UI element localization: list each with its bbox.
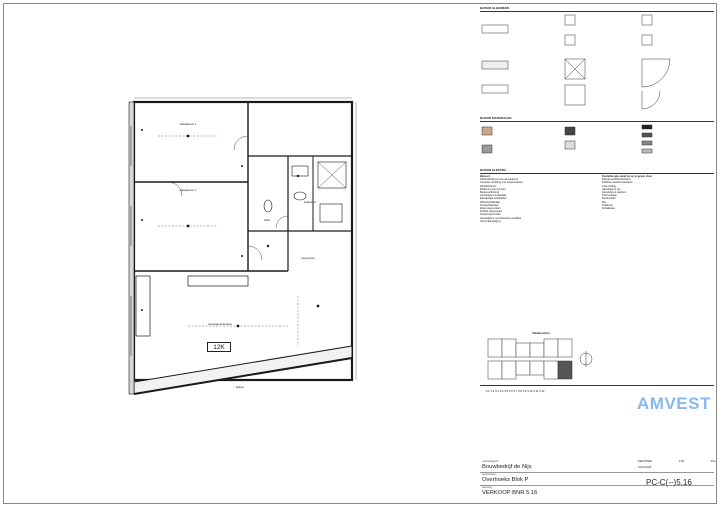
- keyplan-unit: 5.11: [533, 390, 539, 394]
- electrical-item: Wandlichtpunt: [480, 184, 497, 188]
- electrical-item: Bel: [602, 200, 606, 204]
- drawing-code: PC-C(--)5.16: [646, 478, 692, 487]
- room-label-balcony: balkon: [235, 385, 245, 389]
- room-label-bedroom-1: slaapkamer 1: [179, 122, 197, 126]
- drawing-name: VERKOOP BNR 5.16: [482, 490, 538, 496]
- client-name: Bouwbedrijf de Nijs: [482, 464, 532, 470]
- electrical-item: Plafondlichtpunt met aansluitpunt: [480, 178, 519, 182]
- keyplan-unit: 5.5: [504, 390, 509, 394]
- keyplan-unit: 5.2: [490, 390, 495, 394]
- electrical-item: Thermostaat: [602, 194, 617, 198]
- meta-grid: [638, 460, 716, 469]
- date-value: 04-04-2025: [638, 466, 652, 470]
- electrical-item: Aansluitpunt cai: [602, 187, 621, 191]
- electrical-item: Dubbel stopcontact: [480, 210, 503, 214]
- electrical-item: Bediening aan bij deur: [480, 187, 506, 191]
- keyplan-unit: 5.7: [513, 390, 518, 394]
- status-value: DEFINITIEF: [638, 460, 653, 463]
- electrical-item: Loze leiding: [602, 184, 616, 188]
- room-label-bedroom-2: slaapkamer 2: [179, 188, 197, 192]
- electrical-item: Wisselschakelaar: [480, 200, 501, 204]
- electrical-item: Aansluitpunt mechanische ventilatie: [480, 216, 522, 220]
- keyplan-unit: 5.10: [527, 390, 533, 394]
- legend-general-heading: BIJSOR ALGEMEEN: [480, 6, 714, 12]
- room-label-toilet: toilet: [264, 218, 270, 222]
- legend-materials-heading: BIJSOR MATERIALEN: [480, 116, 714, 122]
- electrical-item: Enkel stopcontact: [480, 207, 501, 211]
- room-label-bathroom: badkamer: [303, 200, 317, 204]
- room-label-living: woonkamer/keuken: [207, 322, 233, 326]
- brand-logo: AMVEST: [637, 394, 711, 413]
- keyplan-unit: 5.1: [486, 390, 490, 394]
- keyplan-title: Situatieschets: [532, 332, 550, 335]
- scale-value: 1:50: [678, 460, 684, 463]
- legend-electrical-heading: BIJSOR ELEKTRA: [480, 168, 714, 174]
- keyplan-unit: 5.3: [495, 390, 499, 394]
- electrical-item: Schakelaar: [602, 207, 615, 211]
- electrical-item: Rookmelder: [602, 197, 616, 201]
- electrical-item: Dubbele wandcontactdoos: [602, 181, 633, 185]
- keyplan-unit: 5.4: [499, 390, 504, 394]
- keyplan-diagram: [486, 335, 596, 385]
- electrical-item: Serieschakelaar: [480, 203, 499, 207]
- project-label: projectnaam: [482, 473, 497, 476]
- area-badge: 12K: [207, 342, 231, 352]
- floor-plan: [128, 96, 358, 414]
- electrical-item: Aansluitpunt kookplaat: [480, 194, 507, 198]
- room-label-storage: bergruimte: [301, 256, 315, 260]
- legend-material-swatches: [480, 123, 714, 163]
- electrical-left-list: [480, 175, 598, 223]
- legend-general-symbols: [480, 13, 714, 111]
- electrical-item: Enkelpolige schakelaar: [480, 197, 507, 201]
- electrical-item: Centrale verdeling met stopcontacten: [480, 181, 523, 185]
- keyplan-unit: 5.12: [539, 390, 545, 394]
- electrical-item: Aansluitpunt telefoon: [602, 191, 627, 195]
- electrical-item: Stroombeveiliging: [480, 219, 501, 223]
- keyplan-unit: 5.6: [509, 390, 513, 394]
- keyplan-unit: 5.8: [518, 390, 522, 394]
- electrical-item: Drukknop: [602, 203, 614, 207]
- format-value: A3-L: [710, 460, 716, 463]
- legend: [480, 6, 714, 223]
- electrical-item: Buitenverlichting: [480, 191, 500, 195]
- project-name: Overhoeks Blok P: [482, 477, 529, 483]
- drawing-label: tekening: [482, 486, 492, 489]
- keyplan-unit: 5.9: [522, 390, 527, 394]
- electrical-right-list: [602, 175, 714, 223]
- electrical-item: Enkele wandcontactdoos: [602, 178, 631, 182]
- electrical-left-title: Bijsoort: [480, 175, 490, 178]
- client-label: opdrachtgever: [482, 460, 499, 463]
- electrical-right-title: Opstelhoogte vanaf de op te geven vloer: [602, 175, 653, 178]
- electrical-item: Stopcontact boiler: [480, 213, 501, 217]
- drawing-row: [480, 486, 714, 499]
